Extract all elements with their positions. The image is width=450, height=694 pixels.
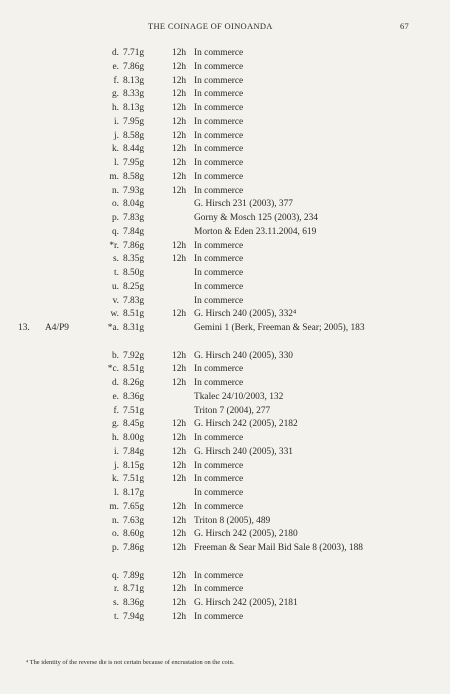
specimen-letter: i. <box>114 446 119 457</box>
specimen-weight: 7.95g <box>123 158 145 168</box>
specimen-weight: 8.26g <box>123 378 145 388</box>
specimen-weight: 8.31g <box>123 323 145 333</box>
specimen-source: G. Hirsch 242 (2005), 2180 <box>194 529 298 540</box>
catalogue-entry <box>0 487 450 501</box>
catalogue-entry <box>0 198 450 212</box>
specimen-source: In commerce <box>194 268 244 278</box>
specimen-letter: w. <box>110 309 119 320</box>
specimen-source: Tkalec 24/10/2003, 132 <box>194 391 284 402</box>
catalogue-entry <box>0 611 450 625</box>
running-header <box>0 21 450 35</box>
type-number: 13. <box>18 323 30 333</box>
specimen-weight: 7.83g <box>123 295 145 306</box>
die-axis: 12h <box>172 570 187 581</box>
die-axis: 12h <box>172 240 187 251</box>
die-axis: 12h <box>172 419 187 430</box>
specimen-weight: 7.84g <box>123 226 145 237</box>
catalogue-entry <box>0 583 450 597</box>
specimen-letter: r. <box>114 584 119 595</box>
specimen-letter: j. <box>114 460 119 471</box>
die-axis: 12h <box>172 433 187 443</box>
specimen-letter: u. <box>111 281 119 292</box>
die-axis: 12h <box>172 75 187 86</box>
specimen-weight: 8.58g <box>123 171 145 182</box>
catalogue-entry <box>0 267 450 281</box>
catalogue-entry <box>0 102 450 116</box>
specimen-source: G. Hirsch 242 (2005), 2181 <box>194 598 298 608</box>
specimen-weight: 8.58g <box>123 130 145 141</box>
catalogue-entry <box>0 185 450 199</box>
die-axis: 12h <box>172 611 187 622</box>
specimen-weight: 8.15g <box>123 460 145 471</box>
coin-catalogue-list <box>0 47 450 625</box>
specimen-source: In commerce <box>194 460 244 471</box>
specimen-source: G. Hirsch 240 (2005), 331 <box>194 446 293 457</box>
specimen-source: In commerce <box>194 240 244 251</box>
catalogue-entry <box>0 47 450 61</box>
die-axis: 12h <box>172 543 187 553</box>
specimen-source: In commerce <box>194 254 244 265</box>
specimen-weight: 8.13g <box>123 103 145 113</box>
specimen-source: In commerce <box>194 364 244 375</box>
catalogue-entry <box>0 418 450 432</box>
die-axis: 12h <box>172 364 187 375</box>
catalogue-entry <box>0 253 450 267</box>
specimen-weight: 7.51g <box>123 474 145 485</box>
specimen-letter: k. <box>111 144 119 155</box>
catalogue-entry <box>0 212 450 226</box>
specimen-letter: o. <box>111 529 119 540</box>
specimen-source: In commerce <box>194 116 244 127</box>
specimen-weight: 7.71g <box>123 48 145 58</box>
specimen-weight: 7.92g <box>123 350 145 361</box>
specimen-letter: l. <box>114 488 119 498</box>
catalogue-entry <box>0 570 450 584</box>
specimen-letter: t. <box>114 268 119 278</box>
specimen-source: In commerce <box>194 130 244 141</box>
specimen-weight: 8.51g <box>123 309 145 320</box>
specimen-letter: m. <box>109 171 119 182</box>
catalogue-entry <box>0 130 450 144</box>
specimen-source: In commerce <box>194 433 244 443</box>
specimen-weight: 8.36g <box>123 391 145 402</box>
die-axis: 12h <box>172 103 187 113</box>
catalogue-entry <box>0 501 450 515</box>
specimen-letter: p. <box>111 213 119 223</box>
specimen-weight: 8.25g <box>123 281 145 292</box>
die-axis: 12h <box>172 598 187 608</box>
catalogue-entry <box>0 88 450 102</box>
catalogue-entry <box>0 473 450 487</box>
catalogue-entry <box>0 281 450 295</box>
catalogue-entry <box>0 61 450 75</box>
specimen-letter: l. <box>114 158 119 168</box>
die-axis: 12h <box>172 144 187 155</box>
specimen-weight: 7.86g <box>123 240 145 251</box>
specimen-source: G. Hirsch 242 (2005), 2182 <box>194 419 298 430</box>
specimen-letter: f. <box>113 75 119 86</box>
specimen-letter: g. <box>111 89 119 100</box>
catalogue-entry <box>0 528 450 542</box>
specimen-weight: 7.94g <box>123 611 145 622</box>
specimen-source: Triton 8 (2005), 489 <box>194 515 271 526</box>
die-axis: 12h <box>172 158 187 168</box>
specimen-source: Gemini 1 (Berk, Freeman & Sear; 2005), 183 <box>194 323 365 333</box>
specimen-letter: *a. <box>107 323 119 333</box>
catalogue-entry <box>0 597 450 611</box>
specimen-source: Gorny & Mosch 125 (2003), 234 <box>194 213 318 223</box>
catalogue-entry <box>0 240 450 254</box>
catalogue-entry <box>0 75 450 89</box>
running-title: THE COINAGE OF OINOANDA <box>148 21 273 31</box>
specimen-letter: t. <box>114 611 119 622</box>
specimen-letter: o. <box>111 199 119 210</box>
specimen-source: Morton & Eden 23.11.2004, 619 <box>194 226 317 237</box>
specimen-weight: 7.95g <box>123 116 145 127</box>
catalogue-entry <box>0 226 450 240</box>
specimen-weight: 7.93g <box>123 185 145 196</box>
die-combination: A4/P9 <box>45 323 69 333</box>
catalogue-entry <box>0 116 450 130</box>
die-axis: 12h <box>172 460 187 471</box>
die-axis: 12h <box>172 116 187 127</box>
specimen-weight: 8.13g <box>123 75 145 86</box>
catalogue-entry <box>0 515 450 529</box>
specimen-source: In commerce <box>194 295 244 306</box>
specimen-source: G. Hirsch 231 (2003), 377 <box>194 199 293 210</box>
specimen-source: In commerce <box>194 144 244 155</box>
specimen-source: G. Hirsch 240 (2005), 330 <box>194 350 293 361</box>
specimen-weight: 8.60g <box>123 529 145 540</box>
specimen-letter: p. <box>111 543 119 553</box>
catalogue-entry <box>0 143 450 157</box>
specimen-weight: 8.45g <box>123 419 145 430</box>
specimen-source: Freeman & Sear Mail Bid Sale 8 (2003), 188 <box>194 543 363 553</box>
specimen-source: Triton 7 (2004), 277 <box>194 405 271 416</box>
specimen-letter: n. <box>111 515 119 526</box>
specimen-source: In commerce <box>194 378 244 388</box>
specimen-weight: 8.51g <box>123 364 145 375</box>
specimen-letter: *r. <box>109 240 119 251</box>
specimen-weight: 8.50g <box>123 268 145 278</box>
specimen-source: In commerce <box>194 171 244 182</box>
catalogue-entry <box>0 542 450 570</box>
die-axis: 12h <box>172 254 187 265</box>
specimen-letter: n. <box>111 185 119 196</box>
specimen-source: In commerce <box>194 75 244 86</box>
catalogue-entry <box>0 157 450 171</box>
specimen-letter: d. <box>111 48 119 58</box>
specimen-letter: e. <box>112 391 119 402</box>
specimen-letter: m. <box>109 501 119 512</box>
specimen-letter: b. <box>111 350 119 361</box>
specimen-source: In commerce <box>194 611 244 622</box>
specimen-letter: e. <box>112 61 119 72</box>
catalogue-entry <box>0 308 450 322</box>
specimen-source: In commerce <box>194 89 244 100</box>
specimen-weight: 7.89g <box>123 570 145 581</box>
specimen-source: In commerce <box>194 158 244 168</box>
specimen-weight: 8.35g <box>123 254 145 265</box>
die-axis: 12h <box>172 501 187 512</box>
specimen-weight: 7.65g <box>123 501 145 512</box>
specimen-weight: 8.17g <box>123 488 145 498</box>
die-axis: 12h <box>172 529 187 540</box>
specimen-letter: v. <box>112 295 119 306</box>
catalogue-entry <box>0 391 450 405</box>
specimen-weight: 7.84g <box>123 446 145 457</box>
specimen-letter: k. <box>111 474 119 485</box>
catalogue-entry <box>0 432 450 446</box>
specimen-weight: 8.44g <box>123 144 145 155</box>
specimen-letter: i. <box>114 116 119 127</box>
specimen-weight: 8.00g <box>123 433 145 443</box>
die-axis: 12h <box>172 446 187 457</box>
catalogue-entry <box>0 171 450 185</box>
catalogue-entry <box>0 405 450 419</box>
specimen-letter: g. <box>111 419 119 430</box>
die-axis: 12h <box>172 378 187 388</box>
die-axis: 12h <box>172 309 187 320</box>
specimen-letter: q. <box>111 570 119 581</box>
specimen-weight: 8.36g <box>123 598 145 608</box>
specimen-source: In commerce <box>194 488 244 498</box>
specimen-weight: 7.51g <box>123 405 145 416</box>
specimen-source: In commerce <box>194 61 244 72</box>
catalogue-entry <box>0 460 450 474</box>
specimen-weight: 8.71g <box>123 584 145 595</box>
specimen-letter: d. <box>111 378 119 388</box>
die-axis: 12h <box>172 350 187 361</box>
catalogue-entry <box>0 350 450 364</box>
catalogue-entry <box>0 363 450 377</box>
specimen-letter: *c. <box>107 364 119 375</box>
specimen-source: In commerce <box>194 48 244 58</box>
die-axis: 12h <box>172 185 187 196</box>
specimen-letter: h. <box>111 433 119 443</box>
catalogue-entry <box>0 377 450 391</box>
die-axis: 12h <box>172 89 187 100</box>
die-axis: 12h <box>172 130 187 141</box>
footnote: ⁴ The identity of the reverse die is not certain because of encrustation on the coin. <box>26 659 235 666</box>
die-axis: 12h <box>172 474 187 485</box>
specimen-source: In commerce <box>194 474 244 485</box>
catalogue-entry <box>0 322 450 350</box>
specimen-source: In commerce <box>194 185 244 196</box>
specimen-letter: q. <box>111 226 119 237</box>
specimen-weight: 7.83g <box>123 213 145 223</box>
specimen-letter: f. <box>113 405 119 416</box>
catalogue-entry <box>0 446 450 460</box>
specimen-weight: 8.04g <box>123 199 145 210</box>
die-axis: 12h <box>172 171 187 182</box>
catalogue-entry <box>0 295 450 309</box>
specimen-weight: 8.33g <box>123 89 145 100</box>
specimen-letter: s. <box>113 598 119 608</box>
specimen-weight: 7.86g <box>123 61 145 72</box>
page-number: 67 <box>400 21 410 31</box>
specimen-source: In commerce <box>194 281 244 292</box>
specimen-source: In commerce <box>194 501 244 512</box>
specimen-source: In commerce <box>194 103 244 113</box>
die-axis: 12h <box>172 61 187 72</box>
die-axis: 12h <box>172 515 187 526</box>
specimen-weight: 7.86g <box>123 543 145 553</box>
specimen-source: In commerce <box>194 584 244 595</box>
specimen-letter: h. <box>111 103 119 113</box>
die-axis: 12h <box>172 584 187 595</box>
specimen-source: G. Hirsch 240 (2005), 332⁴ <box>194 309 297 320</box>
specimen-weight: 7.63g <box>123 515 145 526</box>
specimen-letter: s. <box>113 254 119 265</box>
specimen-letter: j. <box>114 130 119 141</box>
die-axis: 12h <box>172 48 187 58</box>
specimen-source: In commerce <box>194 570 244 581</box>
